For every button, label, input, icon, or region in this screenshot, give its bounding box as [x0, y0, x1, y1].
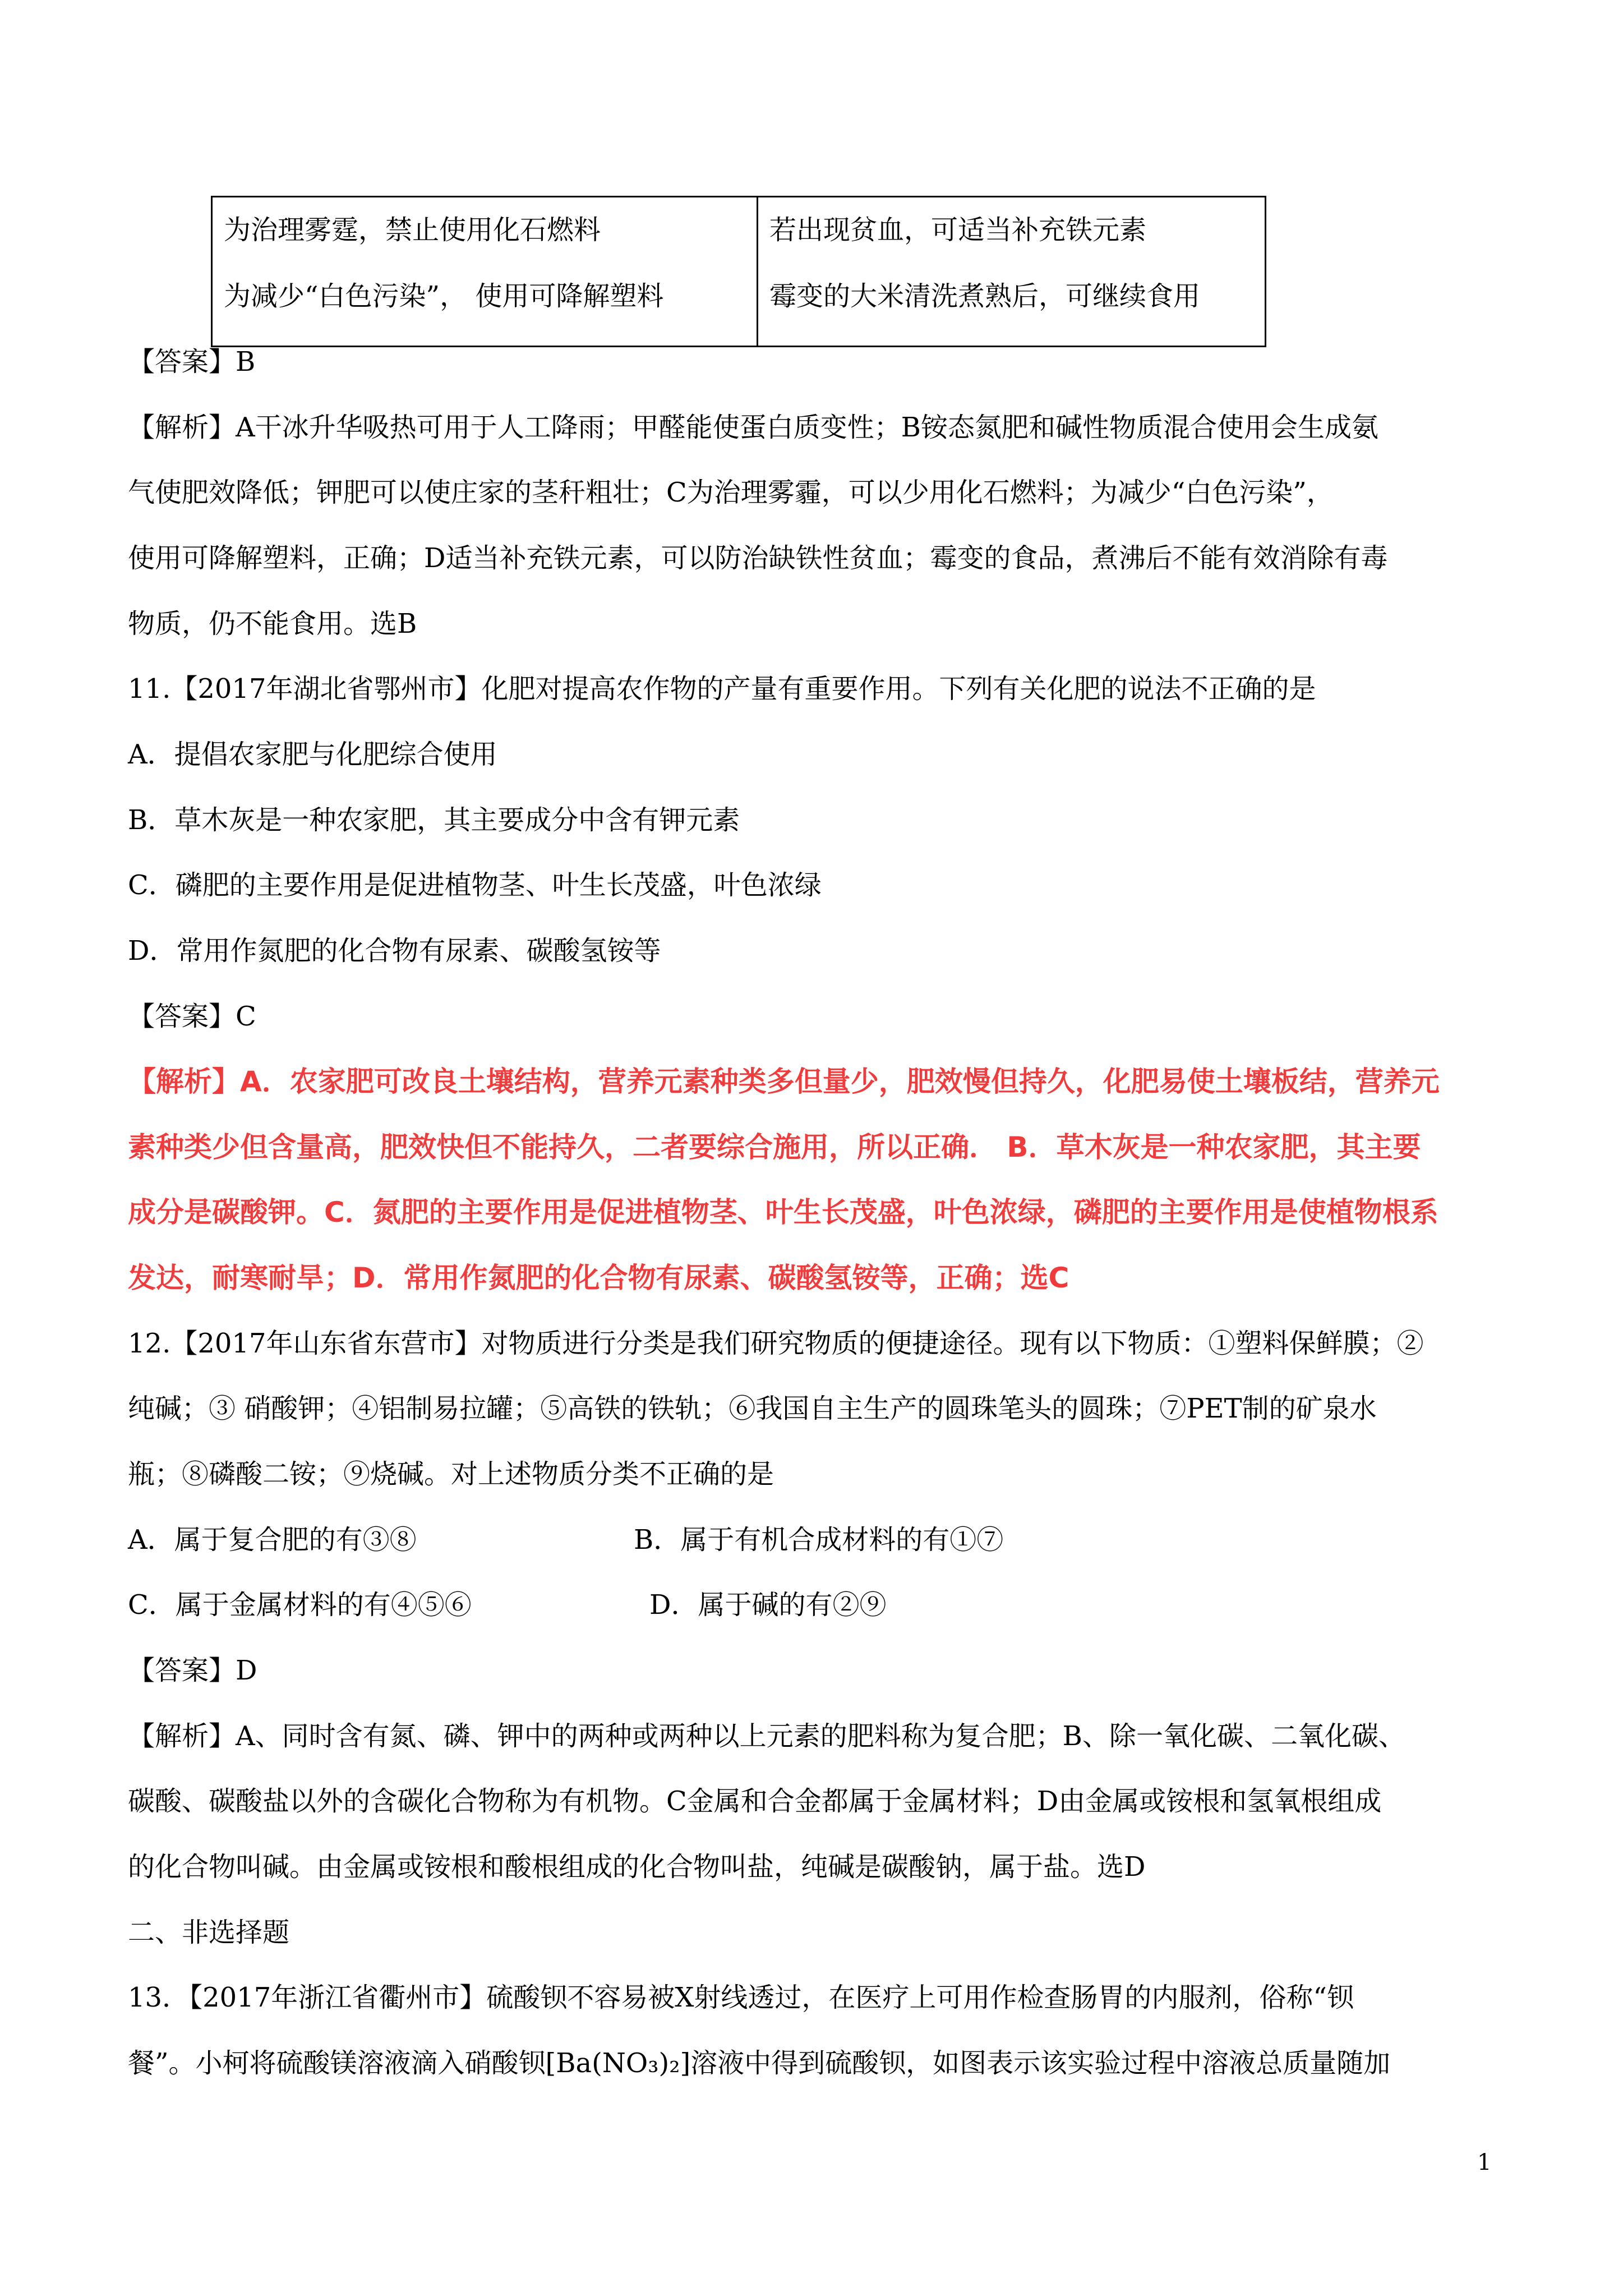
q12-analysis-line: 碳酸、碳酸盐以外的含碳化合物称为有机物。C金属和合金都属于金属材料；D由金属或铵根和氢氧根组成	[128, 1786, 1382, 1817]
table-cell-text: 为减少“白色污染”， 使用可降解塑料	[224, 280, 664, 312]
table-cell-text: 为治理雾霆，禁止使用化石燃料	[224, 214, 601, 246]
q12-option-c: C．属于金属材料的有④⑤⑥	[128, 1589, 472, 1621]
q11-option-b: B．草木灰是一种农家肥，其主要成分中含有钾元素	[128, 804, 740, 836]
table-cell	[758, 197, 1266, 347]
q12-option-b: B．属于有机合成材料的有①⑦	[634, 1524, 1004, 1556]
section-heading: 二、非选择题	[128, 1917, 290, 1948]
table-cell	[212, 197, 758, 347]
q12-option-a: A．属于复合肥的有③⑧	[128, 1524, 417, 1556]
q10-analysis-line: 气使肥效降低；钾肥可以使庄家的茎秆粗壮；C为治理雾霾，可以少用化石燃料；为减少“白色污染”，	[128, 477, 1334, 508]
q11-option-c: C．磷肥的主要作用是促进植物茎、叶生长茂盛，叶色浓绿	[128, 869, 822, 901]
q11-analysis-line: 成分是碳酸钾。C．氮肥的主要作用是促进植物茎、叶生长茂盛，叶色浓绿，磷肥的主要作用是使植物根系	[128, 1196, 1438, 1228]
q11-analysis-line: 素种类少但含量高，肥效快但不能持久，二者要综合施用，所以正确． B．草木灰是一种农家肥，其主要	[128, 1131, 1421, 1163]
table-cell-text: 若出现贫血，可适当补充铁元素	[769, 214, 1147, 246]
q11-option-a: A．提倡农家肥与化肥综合使用	[128, 739, 497, 770]
q12-question-line: 瓶；⑧磷酸二铵；⑨烧碱。对上述物质分类不正确的是	[128, 1458, 774, 1490]
q11-answer: 【答案】C	[128, 1001, 256, 1032]
q12-question-line: 12.【2017年山东省东营市】对物质进行分类是我们研究物质的便捷途径。现有以下物质：①塑料保鲜膜；②	[128, 1328, 1424, 1359]
q12-analysis-line: 【解析】A、同时含有氮、磷、钾中的两种或两种以上元素的肥料称为复合肥；B、除一氧化碳、二氧化碳、	[128, 1720, 1405, 1752]
q11-analysis-line: 【解析】A．农家肥可改良土壤结构，营养元素种类多但量少，肥效慢但持久，化肥易使土壤板结，营养元	[128, 1065, 1440, 1098]
q11-option-d: D．常用作氮肥的化合物有尿素、碳酸氢铵等	[128, 935, 661, 967]
q13-question-line: 13．【2017年浙江省衢州市】硫酸钡不容易被X射线透过，在医疗上可用作检查肠胃的内服剂，俗称“钡	[128, 1982, 1354, 2013]
table-row	[212, 197, 1266, 347]
options-table	[211, 196, 1266, 347]
q10-analysis-line: 物质，仍不能食用。选B	[128, 608, 417, 639]
q13-question-line: 餐”。小柯将硫酸镁溶液滴入硝酸钡[Ba(NO₃)₂]溶液中得到硫酸钡，如图表示该实验过程中溶液总质量随加	[128, 2047, 1391, 2079]
q10-analysis-line: 【解析】A干冰升华吸热可用于人工降雨；甲醛能使蛋白质变性；B铵态氮肥和碱性物质混合使用会生成氨	[128, 412, 1378, 443]
q12-option-d: D．属于碱的有②⑨	[649, 1589, 887, 1621]
q10-answer: 【答案】B	[128, 346, 256, 378]
q11-question: 11.【2017年湖北省鄂州市】化肥对提高农作物的产量有重要作用。下列有关化肥的说法不正确的是	[128, 673, 1316, 705]
q12-answer: 【答案】D	[128, 1655, 257, 1686]
q12-analysis-line: 的化合物叫碱。由金属或铵根和酸根组成的化合物叫盐，纯碱是碳酸钠，属于盐。选D	[128, 1851, 1146, 1883]
q11-analysis-line: 发达，耐寒耐旱；D．常用作氮肥的化合物有尿素、碳酸氢铵等，正确；选C	[128, 1262, 1069, 1294]
table-cell-text: 霉变的大米清洗煮熟后，可继续食用	[769, 280, 1201, 312]
q12-question-line: 纯碱；③ 硝酸钾；④铝制易拉罐；⑤高铁的铁轨；⑥我国自主生产的圆珠笔头的圆珠；⑦PET制的矿泉水	[128, 1393, 1377, 1424]
q10-analysis-line: 使用可降解塑料，正确；D适当补充铁元素，可以防治缺铁性贫血；霉变的食品，煮沸后不能有效消除有毒	[128, 542, 1388, 574]
page-number: 1	[1477, 2150, 1492, 2175]
